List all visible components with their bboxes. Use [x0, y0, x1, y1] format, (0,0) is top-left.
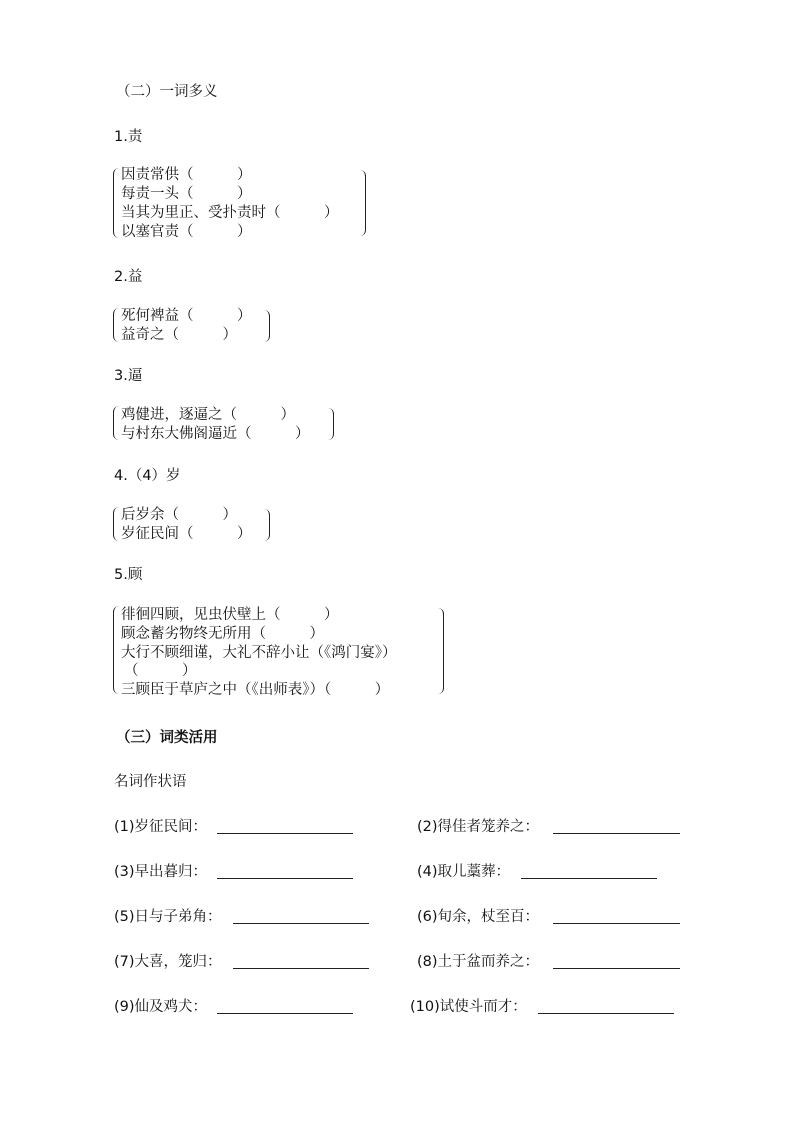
list-item: 顾念蓄劣物终无所用（ ） [121, 626, 324, 642]
left-brace [113, 406, 119, 440]
question-label: (5)日与子弟角： [114, 909, 222, 925]
list-item: 当其为里正、受扑责时（ ） [121, 205, 339, 221]
list-item: 与村东大佛阁逼近（ ） [121, 426, 310, 442]
question-label: (2)得佳者笼养之： [417, 819, 540, 835]
right-brace [438, 608, 444, 694]
section-heading: （二）一词多义 [116, 84, 218, 100]
left-brace [113, 308, 119, 342]
question-label: (7)大喜，笼归： [114, 954, 222, 970]
answer-blank[interactable] [538, 1013, 674, 1014]
list-item: （ ） [124, 663, 197, 679]
answer-blank[interactable] [217, 1013, 353, 1014]
group-title: 1.责 [114, 129, 143, 145]
list-item: 益奇之（ ） [121, 327, 237, 343]
question-label: (1)岁征民间： [114, 819, 208, 835]
answer-blank[interactable] [553, 968, 680, 969]
list-item: 因责常供（ ） [121, 167, 252, 183]
list-item: 鸡健进，逐逼之（ ） [121, 407, 295, 423]
list-item: 后岁余（ ） [121, 507, 237, 523]
list-item: 大行不顾细谨，大礼不辞小让（《鸿门宴》） [121, 645, 397, 661]
answer-blank[interactable] [217, 878, 353, 879]
question-label: (9)仙及鸡犬： [114, 999, 208, 1015]
subheading: 名词作状语 [114, 774, 187, 790]
question-label: (6)旬余，杖至百： [417, 909, 540, 925]
answer-blank[interactable] [553, 833, 680, 834]
answer-blank[interactable] [233, 923, 369, 924]
list-item: 岁征民间（ ） [121, 526, 252, 542]
left-brace [113, 606, 119, 694]
list-item: 死何裨益（ ） [121, 308, 252, 324]
question-label: (3)早出暮归： [114, 864, 208, 880]
right-brace [360, 170, 366, 236]
left-brace [113, 507, 119, 541]
section-heading: （三）词类活用 [116, 730, 218, 746]
question-label: (10)试使斗而才： [410, 999, 527, 1015]
left-brace [113, 168, 119, 238]
group-title: 3.逼 [114, 368, 143, 384]
question-label: (4)取儿藁葬： [417, 864, 511, 880]
question-label: (8)土于盆而养之： [417, 954, 540, 970]
answer-blank[interactable] [217, 833, 353, 834]
right-brace [264, 310, 270, 342]
answer-blank[interactable] [233, 968, 369, 969]
group-title: 5.顾 [114, 567, 143, 583]
right-brace [328, 408, 334, 440]
list-item: 徘徊四顾，见虫伏壁上（ ） [121, 607, 339, 623]
list-item: 三顾臣于草庐之中（《出师表》）（ ） [121, 682, 390, 698]
list-item: 每责一头（ ） [121, 186, 252, 202]
answer-blank[interactable] [521, 878, 657, 879]
right-brace [264, 509, 270, 541]
list-item: 以塞官责（ ） [121, 224, 252, 240]
group-title: 4.（4）岁 [114, 468, 181, 484]
answer-blank[interactable] [553, 923, 680, 924]
group-title: 2.益 [114, 269, 143, 285]
